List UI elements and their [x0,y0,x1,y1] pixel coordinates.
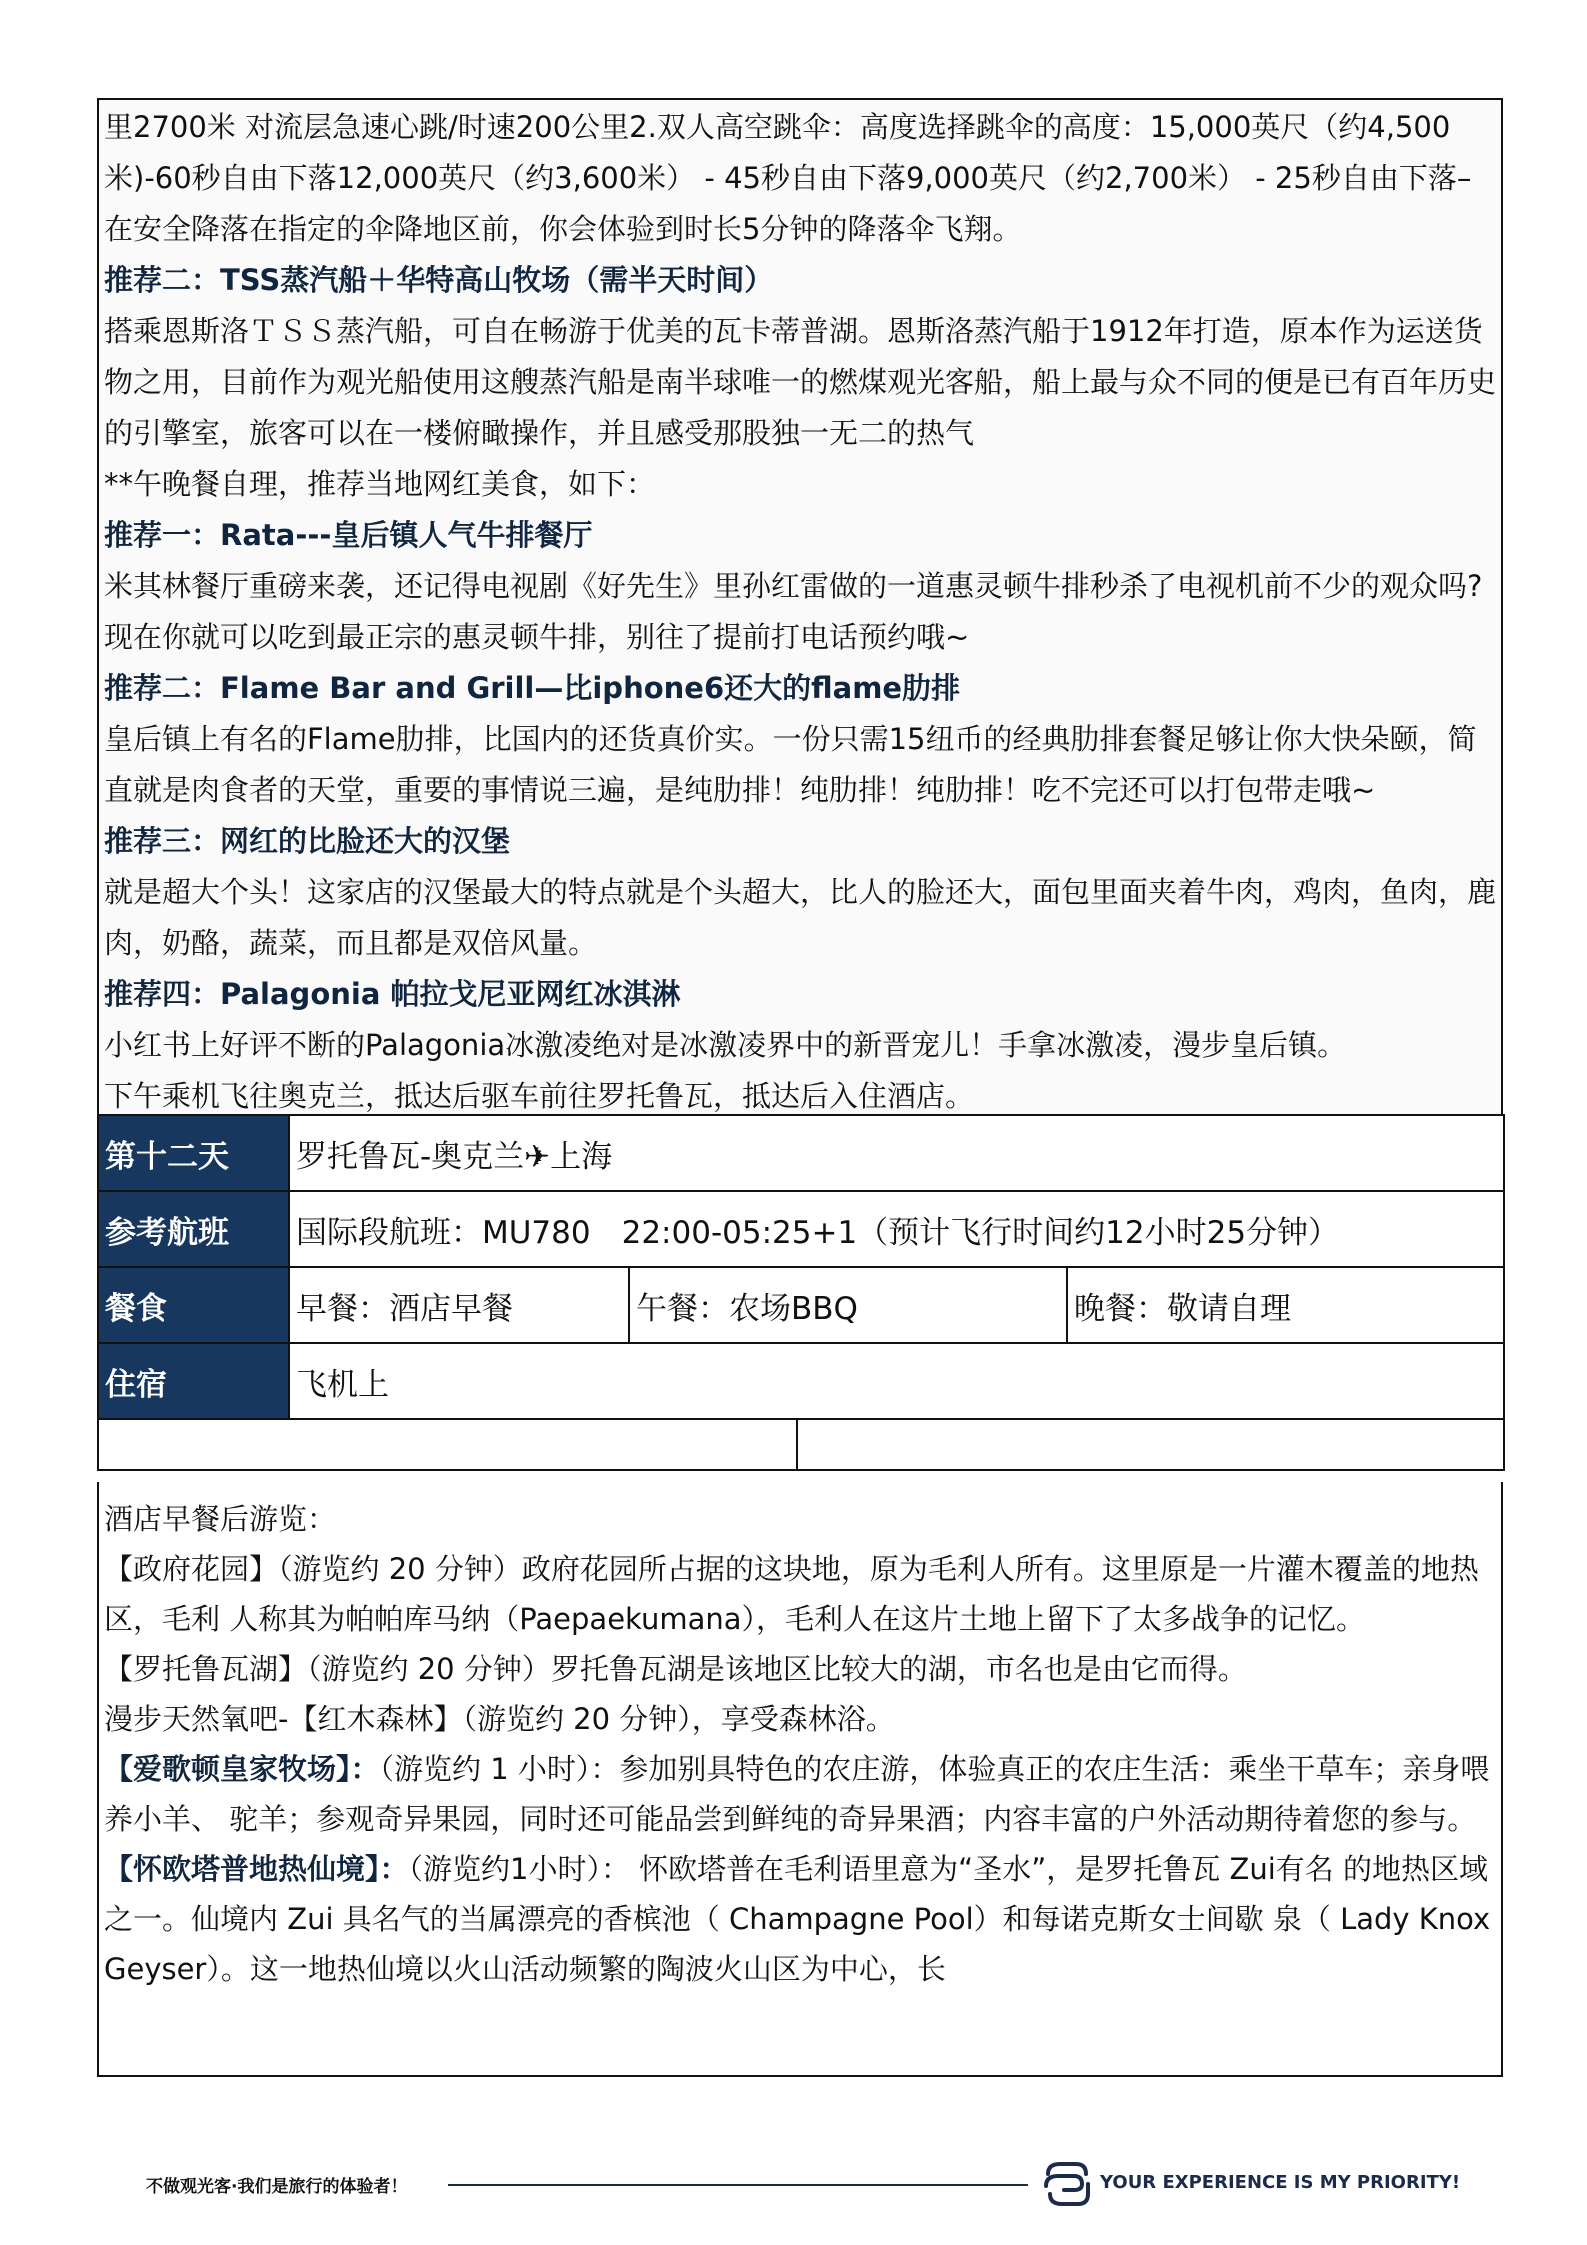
section-heading: 推荐二：TSS蒸汽船＋华特高山牧场（需半天时间） [104,263,774,297]
paragraph: 里2700米 对流层急速心跳/时速200公里2.双人高空跳伞：高度选择跳伞的高度：15,000英尺（约4,500米)-60秒自由下落12,000英尺（约3,600米） - 45秒自由下落9,000英尺（约2,700米） - 25秒自由下落– 在安全降落在指定的伞降地区前，你会体验到时长5分钟的降落伞飞翔。 [104,110,1472,246]
paragraph: 米其林餐厅重磅来袭，还记得电视剧《好先生》里孙红雷做的一道惠灵顿牛排秒杀了电视机前不少的观众吗?现在你就可以吃到最正宗的惠灵顿牛排，别往了提前打电话预约哦~ [104,569,1483,654]
stay-value: 飞机上 [289,1343,1504,1419]
flight-value: 国际段航班：MU780 22:00-05:25+1（预计飞行时间约12小时25分钟） [289,1191,1504,1267]
attraction-lead: 【怀欧塔普地热仙境】： [104,1852,409,1886]
paragraph [104,1844,1498,1994]
stay-row [98,1343,1504,1419]
section-heading: 推荐一：Rata---皇后镇人气牛排餐厅 [104,518,593,552]
attraction-lead: 【爱歌顿皇家牧场】： [104,1752,380,1786]
footer-slogan: 不做观光客·我们是旅行的体验者！ [146,2177,408,2197]
attraction-text: （游览约1小时）： 怀欧塔普在毛利语里意为“圣水”，是罗托鲁瓦 Zui有名 的地热区域之一。仙境内 Zui 具名气的当属漂亮的香槟池（ Champagne Pool）和每诺克斯女士间歇 泉（ Lady Knox Geyser）。这一地热仙境以火山活动频繁的陶波火山区为中心，长 [104,1852,1491,1986]
paragraph: **午晚餐自理，推荐当地网红美食，如下： [104,467,656,501]
flight-row [98,1191,1504,1267]
paragraph: 搭乘恩斯洛ＴＳＳ蒸汽船，可自在畅游于优美的瓦卡蒂普湖。恩斯洛蒸汽船于1912年打造，原本作为运送货物之用，目前作为观光船使用这艘蒸汽船是南半球唯一的燃煤观光客船，船上最与众不同的便是已有百年历史的引擎室，旅客可以在一楼俯瞰操作，并且感受那股独一无二的热气 [104,314,1497,450]
breakfast-value: 早餐：酒店早餐 [289,1267,629,1343]
flight-label: 参考航班 [98,1191,289,1267]
attraction-text: （游览约 1 小时）：参加别具特色的农庄游，体验真正的农庄生活：乘坐干草车；亲身喂养小羊、 驼羊；参观奇异果园，同时还可能品尝到鲜纯的奇异果酒；内容丰富的户外活动期待着您的参与。 [104,1752,1490,1836]
section-heading: 推荐二：Flame Bar and Grill—比iphone6还大的flame肋排 [104,671,961,705]
paragraph: 【罗托鲁瓦湖】（游览约 20 分钟）罗托鲁瓦湖是该地区比较大的湖，市名也是由它而得。 [104,1652,1247,1686]
itinerary-text-lower [97,1482,1503,2077]
paragraph: 酒店早餐后游览： [104,1502,337,1536]
blank-row [98,1419,1504,1470]
page-footer [0,2160,1587,2210]
section-heading: 推荐四：Palagonia 帕拉戈尼亚网红冰淇淋 [104,977,681,1011]
paragraph: 小红书上好评不断的Palagonia冰激凌绝对是冰激凌界中的新晋宠儿！手拿冰激凌，漫步皇后镇。 [104,1028,1347,1062]
dinner-value: 晚餐：敬请自理 [1067,1267,1504,1343]
lunch-value: 午餐：农场BBQ [629,1267,1067,1343]
section-heading: 推荐三：网红的比脸还大的汉堡 [104,824,511,858]
footer-tagline: YOUR EXPERIENCE IS MY PRIORITY! [1100,2172,1461,2193]
paragraph: 皇后镇上有名的Flame肋排，比国内的还货真价实。一份只需15纽币的经典肋排套餐足够让你大快朵颐，简直就是肉食者的天堂，重要的事情说三遍，是纯肋排！纯肋排！纯肋排！吃不完还可以打包带走哦~ [104,722,1477,807]
brand-logo-icon [1040,2160,1094,2208]
paragraph: 【政府花园】（游览约 20 分钟）政府花园所占据的这块地，原为毛利人所有。这里原是一片灌木覆盖的地热区，毛利 人称其为帕帕库马纳（Paepaekumana），毛利人在这片土地上留下了太多战争的记忆。 [104,1552,1479,1636]
paragraph [104,1744,1498,1844]
meals-row [98,1267,1504,1343]
blank-cell [98,1419,797,1470]
day-label: 第十二天 [98,1115,289,1191]
paragraph: 下午乘机飞往奥克兰，抵达后驱车前往罗托鲁瓦，抵达后入住酒店。 [104,1079,975,1113]
itinerary-text-upper [97,98,1503,1114]
day-row [98,1115,1504,1191]
stay-label: 住宿 [98,1343,289,1419]
blank-cell [797,1419,1504,1470]
paragraph: 漫步天然氧吧-【红木森林】（游览约 20 分钟），享受森林浴。 [104,1702,895,1736]
day-info-table [97,1114,1505,1471]
footer-divider [448,2184,1028,2186]
paragraph: 就是超大个头！这家店的汉堡最大的特点就是个头超大，比人的脸还大，面包里面夹着牛肉，鸡肉，鱼肉，鹿肉，奶酪，蔬菜，而且都是双倍风量。 [104,875,1497,960]
day-route: 罗托鲁瓦-奥克兰✈上海 [289,1115,1504,1191]
meals-label: 餐食 [98,1267,289,1343]
